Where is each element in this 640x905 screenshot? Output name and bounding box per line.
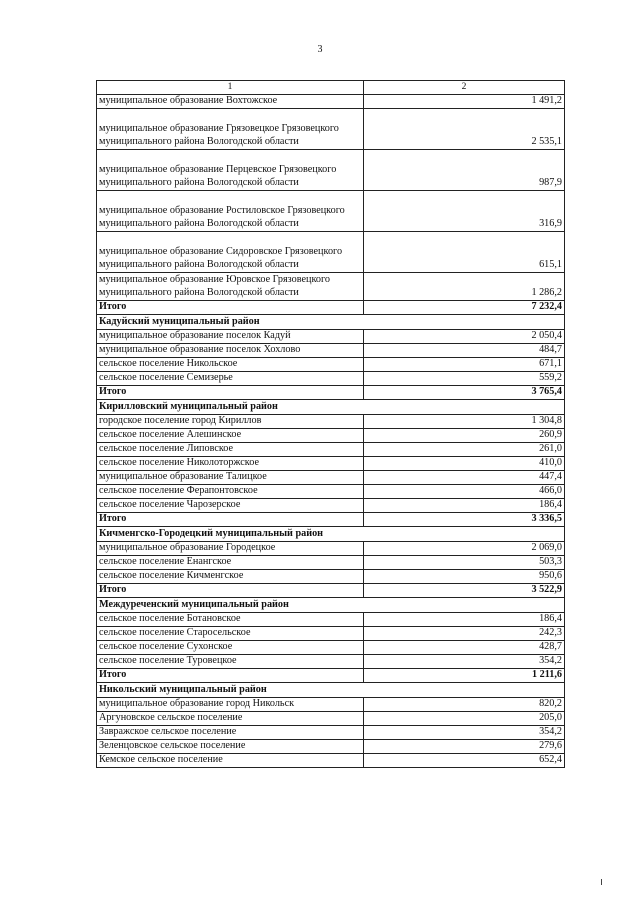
margin-mark [601,879,602,885]
table-row [97,498,565,512]
table-row [97,654,565,668]
municipality-name: Зеленцовское сельское поселение [97,739,364,753]
municipality-name: сельское поселение Липовское [97,442,364,456]
municipality-name: муниципальное образование поселок Кадуй [97,329,364,343]
table-row [97,555,565,569]
table-row [97,640,565,654]
total-value: 1 211,6 [364,668,565,682]
amount-value: 428,7 [364,640,565,654]
amount-value: 1 286,2 [364,272,565,300]
municipality-name: Завражское сельское поселение [97,725,364,739]
municipality-name: муниципальное образование Вохтожское [97,94,364,108]
amount-value: 186,4 [364,612,565,626]
total-label: Итого [97,300,364,314]
table-body [97,81,565,768]
total-label: Итого [97,385,364,399]
total-row [97,668,565,682]
municipality-name: муниципальное образование Ростиловское Грязовецкого муниципального района Вологодской области [97,190,364,231]
municipality-name: сельское поселение Никольское [97,357,364,371]
table-row [97,231,565,272]
amount-value: 316,9 [364,190,565,231]
amount-value: 447,4 [364,470,565,484]
table-row [97,149,565,190]
municipality-name: муниципальное образование Грязовецкое Грязовецкого муниципального района Вологодской области [97,108,364,149]
table-row [97,569,565,583]
municipality-name: сельское поселение Чарозерское [97,498,364,512]
amount-value: 559,2 [364,371,565,385]
municipality-name: сельское поселение Ботановское [97,612,364,626]
amount-value: 205,0 [364,711,565,725]
table-row [97,612,565,626]
district-name: Никольский муниципальный район [97,682,565,697]
municipality-name: сельское поселение Семизерье [97,371,364,385]
page-number: 3 [317,44,323,55]
amount-value: 950,6 [364,569,565,583]
table-row [97,94,565,108]
amount-value: 503,3 [364,555,565,569]
total-value: 3 522,9 [364,583,565,597]
total-label: Итого [97,583,364,597]
total-row [97,385,565,399]
table-row [97,414,565,428]
total-row [97,583,565,597]
table-row [97,108,565,149]
total-row [97,512,565,526]
column-header-1: 1 [97,81,364,95]
amount-value: 186,4 [364,498,565,512]
amount-value: 615,1 [364,231,565,272]
table-row [97,442,565,456]
municipality-name: городское поселение город Кириллов [97,414,364,428]
amount-value: 987,9 [364,149,565,190]
amount-value: 242,3 [364,626,565,640]
table-row [97,272,565,300]
district-name: Кадуйский муниципальный район [97,314,565,329]
amount-value: 261,0 [364,442,565,456]
amount-value: 671,1 [364,357,565,371]
table-row [97,428,565,442]
table-row [97,711,565,725]
municipality-name: муниципальное образование Сидоровское Грязовецкого муниципального района Вологодской области [97,231,364,272]
amount-value: 260,9 [364,428,565,442]
amount-value: 652,4 [364,753,565,767]
table-row [97,329,565,343]
amount-value: 466,0 [364,484,565,498]
amount-value: 820,2 [364,697,565,711]
total-value: 7 232,4 [364,300,565,314]
municipality-name: сельское поселение Алешинское [97,428,364,442]
total-label: Итого [97,668,364,682]
municipality-name: сельское поселение Кичменгское [97,569,364,583]
table-row [97,190,565,231]
district-name: Кичменгско-Городецкий муниципальный район [97,526,565,541]
amount-value: 1 491,2 [364,94,565,108]
table-row [97,343,565,357]
table-row [97,725,565,739]
district-header-row [97,597,565,612]
municipality-name: муниципальное образование Перцевское Грязовецкого муниципального района Вологодской области [97,149,364,190]
total-value: 3 765,4 [364,385,565,399]
municipality-name: муниципальное образование Юровское Грязовецкого муниципального района Вологодской области [97,272,364,300]
amount-value: 2 069,0 [364,541,565,555]
municipality-name: сельское поселение Енангское [97,555,364,569]
municipality-name: сельское поселение Николоторжское [97,456,364,470]
district-name: Кирилловский муниципальный район [97,399,565,414]
amount-value: 279,6 [364,739,565,753]
municipality-name: Кемское сельское поселение [97,753,364,767]
total-value: 3 336,5 [364,512,565,526]
municipality-name: муниципальное образование поселок Хохлово [97,343,364,357]
column-header-row [97,81,565,95]
amount-value: 484,7 [364,343,565,357]
column-header-2: 2 [364,81,565,95]
table-row [97,753,565,767]
municipality-name: сельское поселение Туровецкое [97,654,364,668]
total-label: Итого [97,512,364,526]
table-row [97,484,565,498]
table-row [97,697,565,711]
municipality-name: муниципальное образование город Никольск [97,697,364,711]
district-name: Междуреченский муниципальный район [97,597,565,612]
allocation-table [96,80,565,768]
municipality-name: Аргуновское сельское поселение [97,711,364,725]
amount-value: 1 304,8 [364,414,565,428]
table-row [97,739,565,753]
district-header-row [97,682,565,697]
district-header-row [97,399,565,414]
total-row [97,300,565,314]
municipality-name: сельское поселение Старосельское [97,626,364,640]
table-row [97,371,565,385]
district-header-row [97,526,565,541]
amount-value: 2 050,4 [364,329,565,343]
table-row [97,626,565,640]
municipality-name: муниципальное образование Городецкое [97,541,364,555]
table-row [97,470,565,484]
amount-value: 354,2 [364,725,565,739]
table-row [97,357,565,371]
amount-value: 410,0 [364,456,565,470]
amount-value: 354,2 [364,654,565,668]
municipality-name: муниципальное образование Талицкое [97,470,364,484]
municipality-name: сельское поселение Сухонское [97,640,364,654]
table-row [97,456,565,470]
amount-value: 2 535,1 [364,108,565,149]
district-header-row [97,314,565,329]
municipality-name: сельское поселение Ферапонтовское [97,484,364,498]
table-row [97,541,565,555]
